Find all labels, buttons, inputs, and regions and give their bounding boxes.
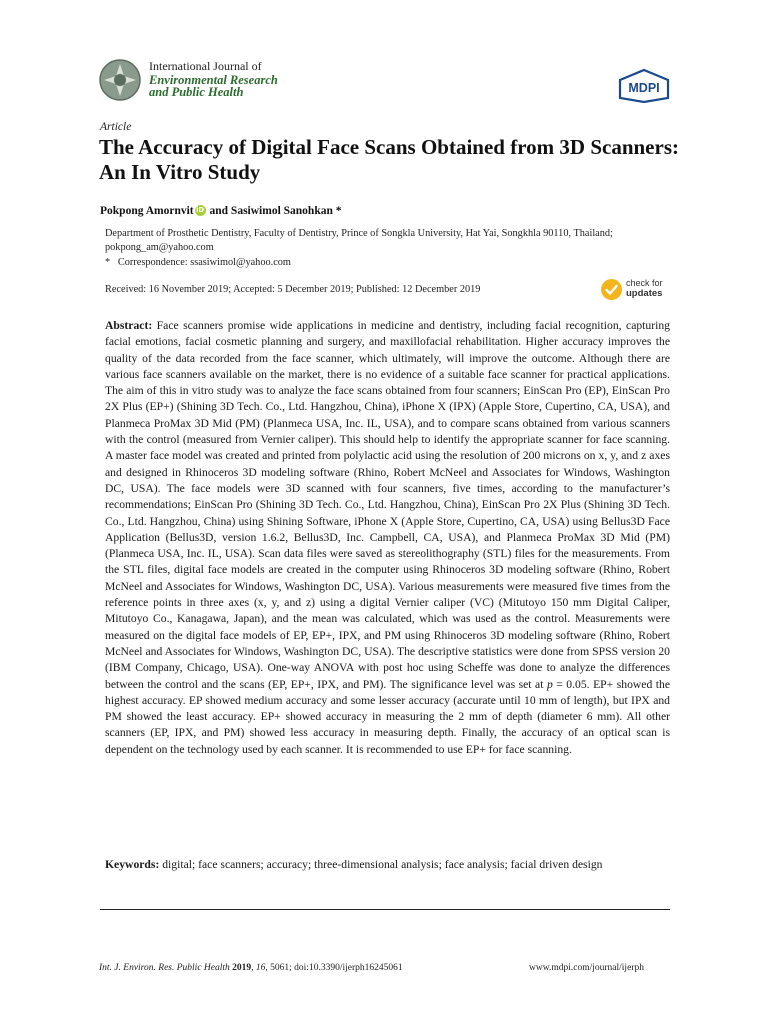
- abstract-text-part1: Face scanners promise wide applications in medicine and dentistry, including facial recognition, capturing facial emotions, facial cosmetic planning and surgery, and maxillofacial rehabilitation. Higher accuracy improves the quality of the data recorded from the face scanner, which ultimately, will improve the outcome. Although there are various face scanners available on the market, there is no evidence of a suitable face scanner for practical applications. The aim of this in vitro study was to analyze the face scans obtained from four scanners; EinScan Pro (EP), EinScan Pro 2X Plus (EP+) (Shining 3D Tech. Co., Ltd. Hangzhou, China), iPhone X (IPX) (Apple Store, Cupertino, CA, USA), and Planmeca ProMax 3D Mid (PM) (Planmeca USA, Inc. IL, USA), and to compare scans obtained from various scanners with the control (measured from Vernier caliper). This should help to identify the appropriate scanner for face scanning. A master face model was created and printed from polylactic acid using the resolution of 200 microns on x, y, and z axes and designed in Rhinoceros 3D modeling software (Rhino, Robert McNeel and Associates for Windows, Washington DC, USA). The face models were 3D scanned with four scanners, five times, according to the manufacturer’s recommendations; EinScan Pro (Shining 3D Tech. Co., Ltd. Hangzhou, China), EinScan Pro 2X Plus (Shining 3D Tech. Co., Ltd. Hangzhou, China) using Shining Software, iPhone X (Apple Store, Cupertino, CA, USA) using Bellus3D Face Application (Bellus3D, version 1.6.2, Bellus3D, Inc. Campbell, CA, USA), and Planmeca ProMax 3D Mid (PM) (Planmeca USA, Inc. IL, USA). Scan data files were saved as stereolithography (STL) files for the measurements. From the STL files, digital face models are created in the computer using Rhinoceros 3D modeling software (Rhino, Robert McNeel and Associates for Windows, Washington DC, USA). Various measurements were measured five times from the reference points in three axes (x, y, and z) using a digital Vernier caliper (VC) (Mitutoyo 150 mm Digital Caliper, Mitutoyo Co., Kanagawa, Japan), and the mean was calculated, which was used as the control. Measurements were measured on the digital face models of EP, EP+, IPX, and PM using Rhinoceros 3D modeling software (Rhino, Robert McNeel and Associates for Windows, Washington DC, USA). The descriptive statistics were done from SPSS version 20 (IBM Company, Chicago, USA). One-way ANOVA with post hoc using Scheffe was done to analyze the differences between the control and the scans (EP, EP+, IPX, and PM). The significance level was set at: [105, 319, 670, 691]
- publication-dates: Received: 16 November 2019; Accepted: 5 December 2019; Published: 12 December 2019: [105, 284, 481, 295]
- author-connector: and: [206, 205, 231, 217]
- check-updates-line1: check for: [626, 278, 663, 288]
- footer-journal-url[interactable]: www.mdpi.com/journal/ijerph: [529, 963, 644, 973]
- keywords-text: digital; face scanners; accuracy; three-dimensional analysis; face analysis; facial driven design: [159, 858, 603, 871]
- author-1: Pokpong Amornvit: [100, 205, 194, 217]
- article-type: Article: [100, 121, 132, 133]
- correspondence: * Correspondence: ssasiwimol@yahoo.com: [105, 257, 291, 268]
- footer-doi[interactable]: , 5061; doi:10.3390/ijerph16245061: [265, 963, 403, 973]
- keywords-label: Keywords:: [105, 858, 160, 871]
- article-title: The Accuracy of Digital Face Scans Obtained from 3D Scanners: An In Vitro Study: [99, 135, 679, 184]
- check-updates-icon: [601, 279, 622, 300]
- orcid-icon[interactable]: iD: [196, 206, 205, 214]
- keywords: [105, 857, 670, 873]
- mdpi-logo: [616, 68, 672, 104]
- journal-name-line1: International Journal of: [149, 59, 262, 73]
- abstract-text-part2: = 0.05. EP+ showed the highest accuracy. EP showed medium accuracy and some lesser accuracy (accurate until 10 mm of length), but IPX and PM showed the least accuracy. EP+ showed accuracy in measuring the 2 mm of depth (diameter 6 mm). All other scanners (EP, IPX, and PM) showed less accuracy in measuring depth. Finally, the accuracy of an optical scan is dependent on the technology used by each scanner. It is recommended to use EP+ for face scanning.: [105, 677, 670, 756]
- author-2: Sasiwimol Sanohkan *: [230, 205, 342, 217]
- journal-name-line3: and Public Health: [149, 85, 244, 99]
- journal-emblem-logo: [98, 58, 142, 102]
- mdpi-logo-text: MDPI: [628, 81, 660, 95]
- abstract-label: Abstract:: [105, 319, 153, 332]
- footer-volume: , 16: [251, 963, 266, 973]
- check-for-updates-badge[interactable]: [601, 277, 671, 303]
- footer-year: 2019: [229, 963, 252, 973]
- author-line: [100, 205, 342, 217]
- journal-name-line2: Environmental Research: [149, 73, 278, 87]
- footer-divider: [100, 909, 670, 910]
- abstract-p-symbol: p: [546, 677, 553, 691]
- abstract: [105, 318, 670, 758]
- check-updates-line2: updates: [626, 288, 663, 299]
- footer-journal-abbrev: Int. J. Environ. Res. Public Health: [99, 963, 230, 973]
- affiliation: Department of Prosthetic Dentistry, Faculty of Dentistry, Prince of Songkla University, Hat Yai, Songkhla 90110, Thailand; pokpong_am@yahoo.com: [105, 228, 613, 254]
- footer-citation: [99, 963, 403, 973]
